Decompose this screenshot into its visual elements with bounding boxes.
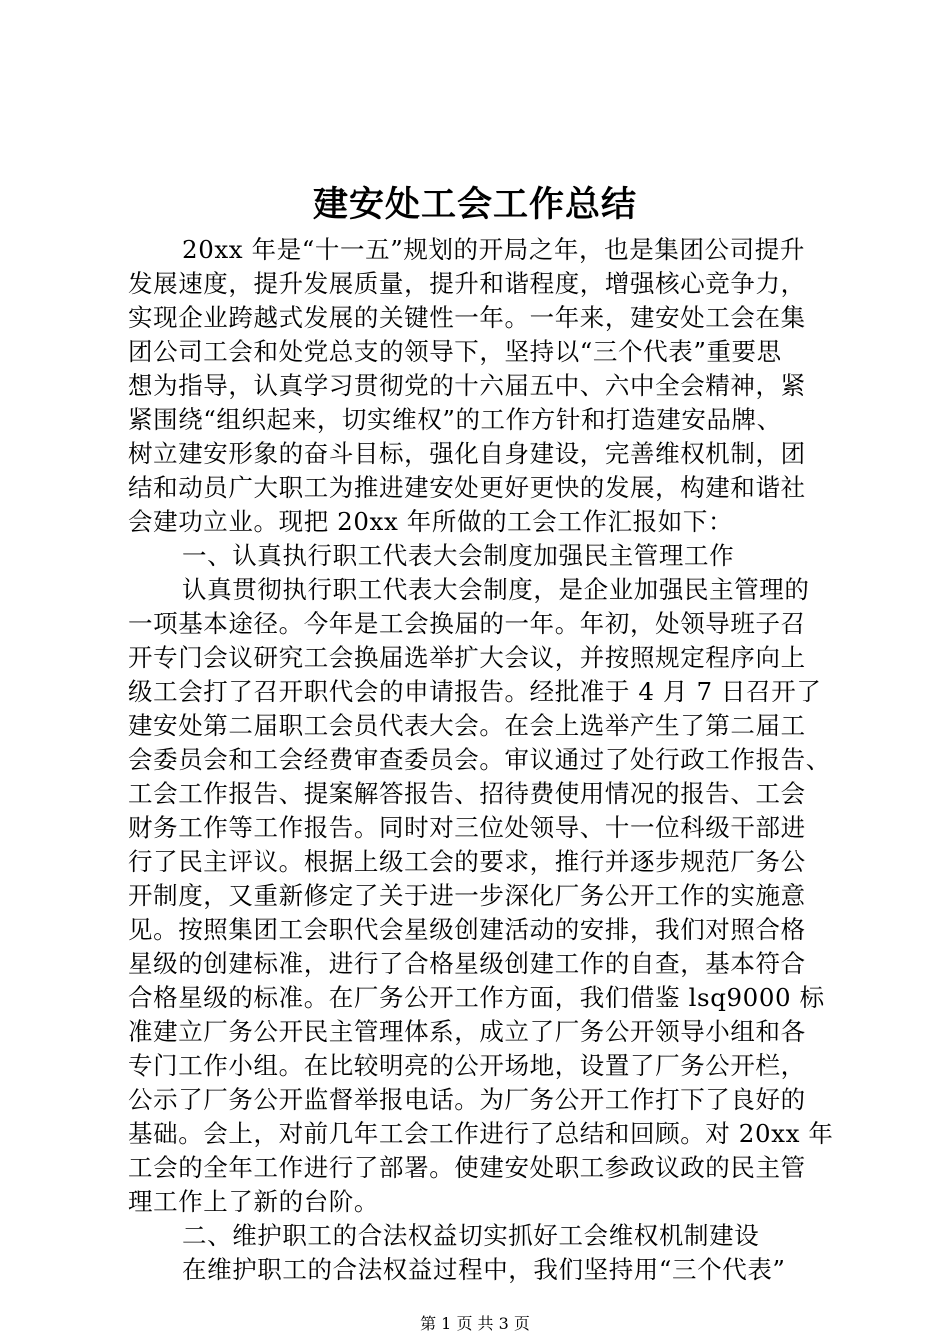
page-footer: 第 1 页 共 3 页 [420,1314,530,1333]
text-line: 会建功立业。现把 20xx 年所做的工会工作汇报如下： [128,507,734,536]
text-line: 理工作上了新的台阶。 [128,1187,379,1216]
text-line: 建安处第二届职工会员代表大会。在会上选举产生了第二届工 [128,711,806,740]
text-line: 级工会打了召开职代会的申请报告。经批准于 4 月 7 日召开了 [128,677,822,706]
document-title: 建安处工会工作总结 [312,184,637,225]
text-line: 认真贯彻执行职工代表大会制度，是企业加强民主管理的 [182,575,810,604]
text-line: 基础。会上，对前几年工会工作进行了总结和回顾。对 20xx 年 [128,1119,834,1148]
text-line: 财务工作等工作报告。同时对三位处领导、十一位科级干部进 [128,813,806,842]
text-line: 公示了厂务公开监督举报电话。为厂务公开工作打下了良好的 [128,1085,806,1114]
text-line: 20xx 年是“十一五”规划的开局之年，也是集团公司提升 [182,235,805,264]
text-line: 开专门会议研究工会换届选举扩大会议，并按照规定程序向上 [128,643,806,672]
text-line: 专门工作小组。在比较明亮的公开场地，设置了厂务公开栏， [128,1051,806,1080]
text-line: 一项基本途径。今年是工会换届的一年。年初，处领导班子召 [128,609,806,638]
text-line: 见。按照集团工会职代会星级创建活动的安排，我们对照合格 [128,915,806,944]
text-line: 结和动员广大职工为推进建安处更好更快的发展，构建和谐社 [128,473,806,502]
text-line: 实现企业跨越式发展的关键性一年。一年来，建安处工会在集 [128,303,806,332]
text-line: 星级的创建标准，进行了合格星级创建工作的自查，基本符合 [128,949,806,978]
text-line: 发展速度，提升发展质量，提升和谐程度，增强核心竞争力， [128,269,806,298]
text-line: 会委员会和工会经费审查委员会。审议通过了处行政工作报告、 [128,745,831,774]
section-heading: 二、维护职工的合法权益切实抓好工会维权机制建设 [182,1221,760,1250]
text-line: 团公司工会和处党总支的领导下，坚持以“三个代表”重要思 [128,337,782,366]
text-line: 在维护职工的合法权益过程中，我们坚持用“三个代表” [182,1255,786,1284]
section-heading: 一、认真执行职工代表大会制度加强民主管理工作 [182,541,735,570]
text-line: 准建立厂务公开民主管理体系，成立了厂务公开领导小组和各 [128,1017,806,1046]
text-line: 开制度，又重新修定了关于进一步深化厂务公开工作的实施意 [128,881,806,910]
text-line: 合格星级的标准。在厂务公开工作方面，我们借鉴 lsq9000 标 [128,983,825,1012]
text-line: 工会工作报告、提案解答报告、招待费使用情况的报告、工会 [128,779,806,808]
text-line: 行了民主评议。根据上级工会的要求，推行并逐步规范厂务公 [128,847,806,876]
text-line: 紧围绕“组织起来，切实维权”的工作方针和打造建安品牌、 [128,405,782,434]
text-line: 工会的全年工作进行了部署。使建安处职工参政议政的民主管 [128,1153,806,1182]
text-line: 树立建安形象的奋斗目标，强化自身建设，完善维权机制，团 [128,439,806,468]
text-line: 想为指导，认真学习贯彻党的十六届五中、六中全会精神，紧 [128,371,806,400]
